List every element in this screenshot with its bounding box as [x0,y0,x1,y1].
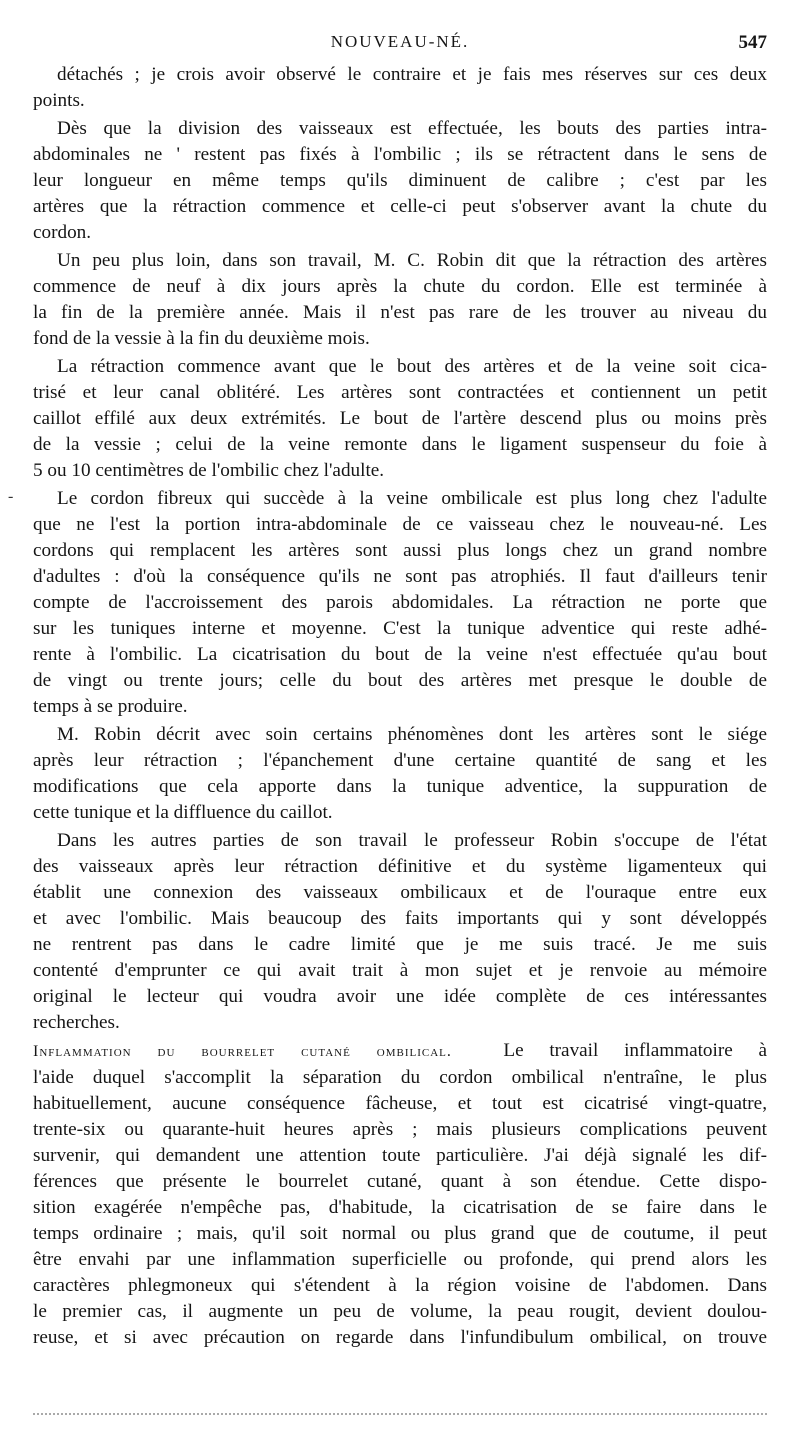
paragraph [33,116,767,246]
text-line: cordons qui remplacent les artères sont aussi plus longs chez un grand nombre [33,540,767,561]
text-line: ne rentrent pas dans le cadre limité que je me suis tracé. Je me suis [33,934,767,955]
text-line: leur longueur en même temps qu'ils diminuent de calibre ; c'est par les [33,170,767,191]
text-line: sur les tuniques interne et moyenne. C'est la tunique adventice qui reste adhé- [33,618,767,639]
text-line [33,1038,767,1065]
paragraph [33,1038,767,1351]
text-line: Le cordon fibreux qui succède à la veine ombilicale est plus long chez l'adulte [57,488,767,509]
text-line: M. Robin décrit avec soin certains phénomènes dont les artères sont le siége [57,724,767,745]
page-number: 547 [738,32,767,53]
text-line: après leur rétraction ; l'épanchement d'une certaine quantité de sang et les [33,750,767,771]
running-title: NOUVEAU-NÉ. [330,32,470,51]
section-heading: Inflammation du bourrelet cutané ombilical. [33,1043,452,1060]
text-line: et avec l'ombilic. Mais beaucoup des faits importants qui y sont développés [33,908,767,929]
text-line: survenir, qui demandent une attention toute particulière. J'ai déjà signalé les dif- [33,1145,767,1166]
text-line: abdominales ne ' restent pas fixés à l'ombilic ; ils se rétractent dans le sens de [33,144,767,165]
text-line: que ne l'est la portion intra-abdominale de ce vaisseau chez le nouveau-né. Les [33,514,767,535]
text-line: temps à se produire. [33,696,188,717]
text-line: férences que présente le bourrelet cutané, quant à son étendue. Cette dispo- [33,1171,767,1192]
text-line: commence de neuf à dix jours après la chute du cordon. Elle est terminée à [33,276,767,297]
paragraph [33,62,767,114]
text-line: trisé et leur canal oblitéré. Les artères sont contractées et contiennent un petit [33,382,767,403]
text-line: caillot effilé aux deux extrémités. Le bout de l'artère descend plus ou moins près [33,408,767,429]
text-line: d'adultes : d'où la conséquence qu'ils ne sont pas atrophiés. Il faut d'ailleurs tenir [33,566,767,587]
margin-mark: - [8,488,14,505]
paragraph [33,354,767,484]
paragraph [33,828,767,1036]
text-line: caractères phlegmoneux qui s'étendent à la région voisine de l'abdomen. Dans [33,1275,767,1296]
text-line: des vaisseaux après leur rétraction définitive et du système ligamenteux qui [33,856,767,877]
book-page [33,30,767,1353]
text-line: détachés ; je crois avoir observé le contraire et je fais mes réserves sur ces deux [57,64,767,85]
text-line: le premier cas, il augmente un peu de volume, la peau rougit, devient doulou- [33,1301,767,1322]
text-line: fond de la vessie à la fin du deuxième mois. [33,328,370,349]
text-line: cordon. [33,222,92,243]
body-text [33,62,767,1351]
paragraph [33,486,767,720]
text-line: original le lecteur qui voudra avoir une idée complète de ces intéressantes [33,986,767,1007]
text-line: Dans les autres parties de son travail le professeur Robin s'occupe de l'état [57,830,767,851]
text-line: établit une connexion des vaisseaux ombilicaux et de l'ouraque entre eux [33,882,767,903]
text-line: rente à l'ombilic. La cicatrisation du bout de la veine n'est effectuée qu'au bout [33,644,767,665]
text-line: artères que la rétraction commence et celle-ci peut s'observer avant la chute du [33,196,767,217]
text-line: modifications que cela apporte dans la tunique adventice, la suppuration de [33,776,767,797]
text-line: être envahi par une inflammation superficielle ou profonde, qui prend alors les [33,1249,767,1270]
text-line: reuse, et si avec précaution on regarde dans l'infundibulum ombilical, on trouve [33,1327,767,1348]
text-line: 5 ou 10 centimètres de l'ombilic chez l'adulte. [33,460,385,481]
text-line: la fin de la première année. Mais il n'est pas rare de les trouver au niveau du [33,302,767,323]
text-line: sition exagérée n'empêche pas, d'habitude, la cicatrisation de se faire dans le [33,1197,767,1218]
text-line: de la vessie ; celui de la veine remonte dans le ligament suspenseur du foie à [33,434,767,455]
text-line: Un peu plus loin, dans son travail, M. C. Robin dit que la rétraction des artères [57,250,767,271]
text-line: compte de l'accroissement des parois abdomidales. La rétraction ne porte que [33,592,767,613]
text-line: Dès que la division des vaisseaux est effectuée, les bouts des parties intra- [57,118,767,139]
text-line: La rétraction commence avant que le bout des artères et de la veine soit cica- [57,356,767,377]
text-line: l'aide duquel s'accomplit la séparation du cordon ombilical n'entraîne, le plus [33,1067,767,1088]
text-line: points. [33,90,85,111]
text-line: cette tunique et la diffluence du caillot. [33,802,333,823]
heading-line-rest: Le travail inflammatoire à [503,1040,768,1061]
text-line: contenté d'emprunter ce qui avait trait à mon sujet et je renvoie au mémoire [33,960,767,981]
paragraph [33,722,767,826]
running-head [33,30,767,54]
text-line: habituellement, aucune conséquence fâcheuse, et tout est cicatrisé vingt-quatre, [33,1093,767,1114]
footer-rule [33,1413,767,1415]
text-line: temps ordinaire ; mais, qu'il soit normal ou plus grand que de coutume, il peut [33,1223,767,1244]
paragraph [33,248,767,352]
text-line: recherches. [33,1012,120,1033]
text-line: trente-six ou quarante-huit heures après ; mais plusieurs complications peuvent [33,1119,767,1140]
text-line: de vingt ou trente jours; celle du bout des artères met presque le double de [33,670,767,691]
